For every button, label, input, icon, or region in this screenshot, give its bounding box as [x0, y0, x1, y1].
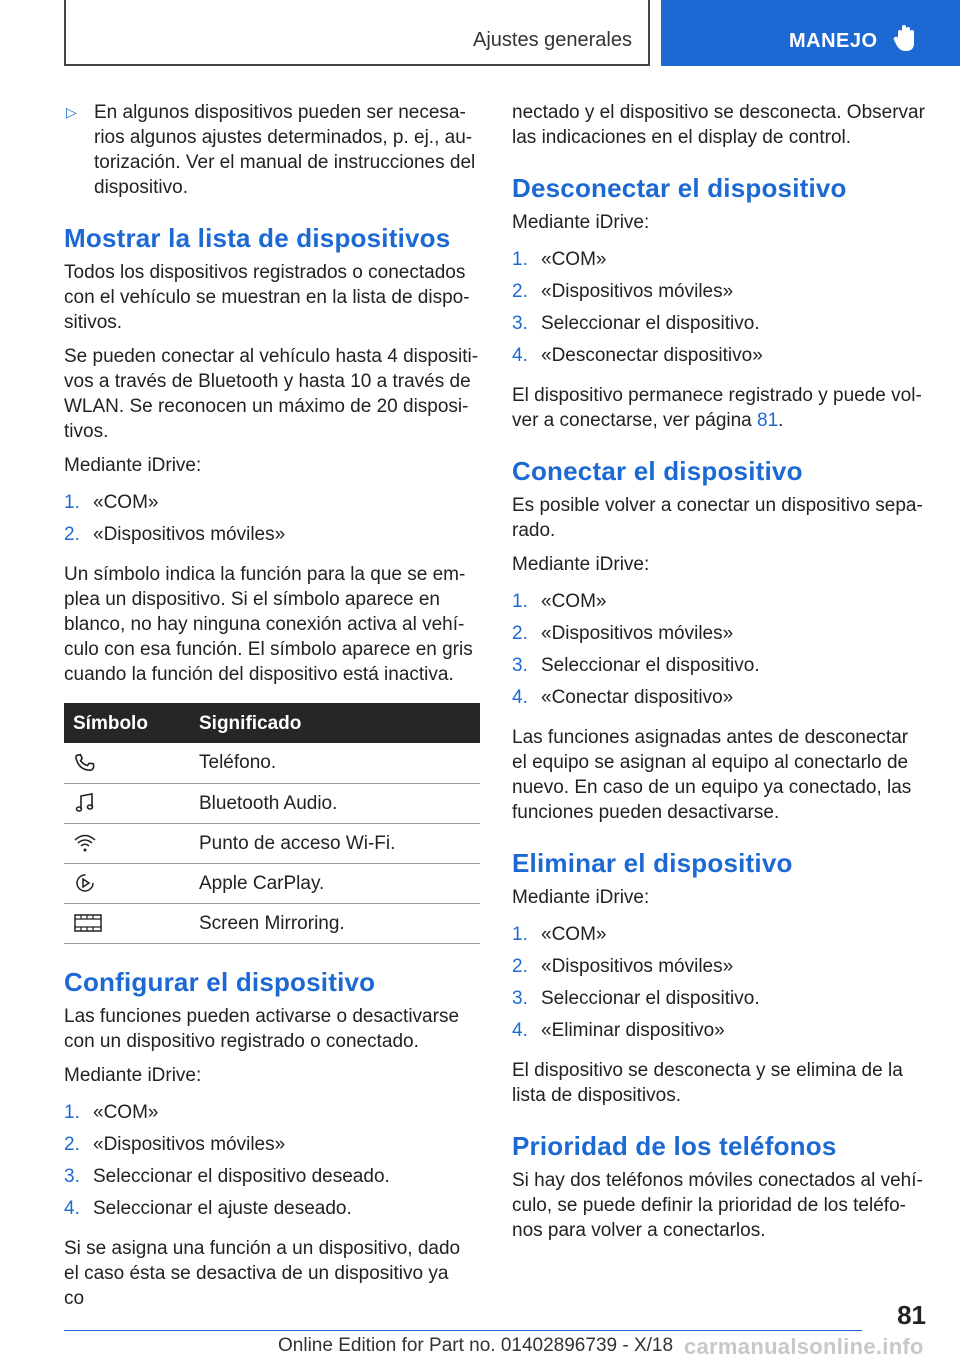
step-text: «Eliminar dispositivo»: [541, 1020, 725, 1041]
list-item: [512, 986, 928, 1018]
list-item: [64, 1132, 480, 1164]
step-number: 2.: [512, 956, 528, 977]
step-number: 1.: [512, 249, 528, 270]
paragraph: [512, 383, 928, 433]
paragraph: Mediante iDrive:: [64, 455, 202, 476]
music-note-icon: [73, 791, 97, 815]
steps-list: [64, 490, 480, 554]
header-chapter-tab[interactable]: [661, 0, 960, 66]
note-text: En algunos dispositivos pueden ser necesarios algunos ajustes determinados, p. ej., autorización. Ver el manual de instrucciones del dispositivo.: [94, 102, 476, 198]
step-text: «COM»: [541, 591, 607, 612]
table-row: [64, 783, 480, 823]
phone-icon: [73, 751, 97, 775]
step-number: 4.: [512, 345, 528, 366]
symbol-table: [64, 703, 480, 944]
table-cell-meaning: Bluetooth Audio.: [190, 783, 480, 823]
header-section-box: [64, 0, 650, 66]
step-text: «Dispositivos móviles»: [541, 623, 734, 644]
list-item: [512, 589, 928, 621]
list-item: [512, 311, 928, 343]
step-text: «Dispositivos móviles»: [93, 524, 286, 545]
list-item: [512, 247, 928, 279]
paragraph: Mediante iDrive:: [64, 1064, 202, 1086]
heading-connect-device: Conectar el dispositivo: [512, 456, 803, 486]
step-number: 2.: [64, 524, 80, 545]
steps-list: [512, 589, 928, 717]
list-item: [512, 279, 928, 311]
step-number: 1.: [512, 591, 528, 612]
page-link[interactable]: 81: [757, 410, 779, 431]
step-text: Seleccionar el dispositivo.: [541, 313, 760, 334]
list-item: [512, 1018, 928, 1050]
paragraph: Mediante iDrive:: [512, 212, 650, 233]
paragraph: nectado y el dispositivo se desconecta. Observar las indicaciones en el display de control.: [512, 102, 925, 148]
footer-edition: Online Edition for Part no. 01402896739 - X/18: [278, 1335, 674, 1356]
paragraph: Las funciones pueden activarse o desactivarse con un dispositivo registrado o conectado.: [64, 1005, 460, 1052]
step-number: 4.: [512, 1020, 528, 1041]
paragraph: Si hay dos teléfonos móviles conectados al vehículo, se puede definir la prioridad de los teléfonos para volver a conectarlos.: [512, 1170, 923, 1241]
paragraph: Mediante iDrive:: [512, 887, 650, 908]
heading-phone-priority: Prioridad de los teléfonos: [512, 1131, 837, 1161]
table-cell-meaning: Apple CarPlay.: [190, 863, 480, 903]
list-item: [512, 954, 928, 986]
step-number: 2.: [512, 281, 528, 302]
paragraph: Las funciones asignadas antes de desconectar el equipo se asignan al equipo al conectarlo de nuevo. En caso de un equipo ya conectado, las funciones pueden desactivarse.: [512, 727, 912, 823]
right-column: [512, 100, 928, 1252]
hand-steering-icon: [893, 24, 919, 54]
table-header-meaning: Significado: [190, 703, 480, 743]
heading-configure-device: Configurar el dispositivo: [64, 966, 376, 997]
step-text: «Conectar dispositivo»: [541, 687, 734, 708]
list-item: [512, 685, 928, 717]
step-text: «COM»: [93, 1101, 159, 1123]
step-number: 4.: [512, 687, 528, 708]
paragraph: Es posible volver a conectar un dispositivo separado.: [512, 495, 923, 541]
paragraph-text: El dispositivo permanece registrado y puede volver a conectarse, ver página: [512, 385, 922, 431]
carplay-icon: [73, 871, 97, 895]
step-number: 4.: [64, 1197, 80, 1219]
paragraph-text: .: [778, 410, 784, 431]
watermark: carmanualsonline.info: [684, 1334, 924, 1359]
wifi-icon: [73, 831, 97, 855]
step-text: «Desconectar dispositivo»: [541, 345, 763, 366]
page-number: 81: [897, 1300, 926, 1330]
step-number: 3.: [512, 655, 528, 676]
step-text: «COM»: [541, 249, 607, 270]
list-item: [64, 522, 480, 554]
step-text: «Dispositivos móviles»: [541, 281, 734, 302]
list-item: [64, 1164, 480, 1196]
table-cell-meaning: Screen Mirroring.: [190, 903, 480, 943]
list-item: [64, 1196, 480, 1228]
list-item: [512, 922, 928, 954]
table-row: [64, 863, 480, 903]
step-number: 1.: [512, 924, 528, 945]
steps-list: [512, 922, 928, 1050]
step-text: «Dispositivos móviles»: [93, 1133, 286, 1155]
paragraph: Todos los dispositivos registrados o conectados con el vehículo se muestran en la lista de dispositivos.: [64, 262, 470, 333]
table-row: [64, 823, 480, 863]
step-text: Seleccionar el dispositivo.: [541, 655, 760, 676]
footer-divider: [64, 1330, 862, 1331]
list-item: [64, 1100, 480, 1132]
step-number: 3.: [512, 313, 528, 334]
paragraph: Se pueden conectar al vehículo hasta 4 dispositivos a través de Bluetooth y hasta 10 a través de WLAN. Se reconocen un máximo de 20 dispositivos.: [64, 346, 479, 442]
left-column: [64, 100, 480, 1320]
list-item: [64, 490, 480, 522]
steps-list: [64, 1100, 480, 1228]
screen-mirroring-icon: [73, 911, 103, 935]
heading-disconnect-device: Desconectar el dispositivo: [512, 173, 847, 203]
triangle-bullet-icon: ▷: [66, 104, 77, 120]
note-bullet: [64, 100, 480, 200]
step-number: 3.: [512, 988, 528, 1009]
heading-delete-device: Eliminar el dispositivo: [512, 848, 793, 878]
step-text: Seleccionar el dispositivo.: [541, 988, 760, 1009]
paragraph: Si se asigna una función a un dispositivo, dado el caso ésta se desactiva de un dispositivo ya co: [64, 1237, 461, 1309]
step-text: «Dispositivos móviles»: [541, 956, 734, 977]
step-number: 1.: [64, 492, 80, 513]
header-chapter-title: MANEJO: [789, 30, 878, 52]
heading-device-list: Mostrar la lista de dispositivos: [64, 223, 451, 253]
step-number: 1.: [64, 1101, 80, 1123]
table-cell-meaning: Punto de acceso Wi-Fi.: [190, 823, 480, 863]
step-text: Seleccionar el ajuste deseado.: [93, 1197, 352, 1219]
step-number: 2.: [512, 623, 528, 644]
list-item: [512, 343, 928, 375]
paragraph: El dispositivo se desconecta y se elimina de la lista de dispositivos.: [512, 1060, 903, 1106]
step-number: 3.: [64, 1165, 80, 1187]
step-text: Seleccionar el dispositivo deseado.: [93, 1165, 390, 1187]
header-section-title: Ajustes generales: [473, 29, 632, 51]
paragraph: Un símbolo indica la función para la que se emplea un dispositivo. Si el símbolo aparece en blanco, no hay ninguna conexión activa al vehículo con esa función. El símbolo aparece en gris cuando la función del dispositivo está inactiva.: [64, 564, 473, 685]
table-row: [64, 743, 480, 783]
step-text: «COM»: [93, 492, 159, 513]
table-row: [64, 903, 480, 943]
list-item: [512, 653, 928, 685]
steps-list: [512, 247, 928, 375]
table-header-row: [64, 703, 480, 743]
list-item: [512, 621, 928, 653]
paragraph: Mediante iDrive:: [512, 554, 650, 575]
table-cell-meaning: Teléfono.: [190, 743, 480, 783]
table-header-symbol: Símbolo: [64, 703, 190, 743]
step-text: «COM»: [541, 924, 607, 945]
step-number: 2.: [64, 1133, 80, 1155]
